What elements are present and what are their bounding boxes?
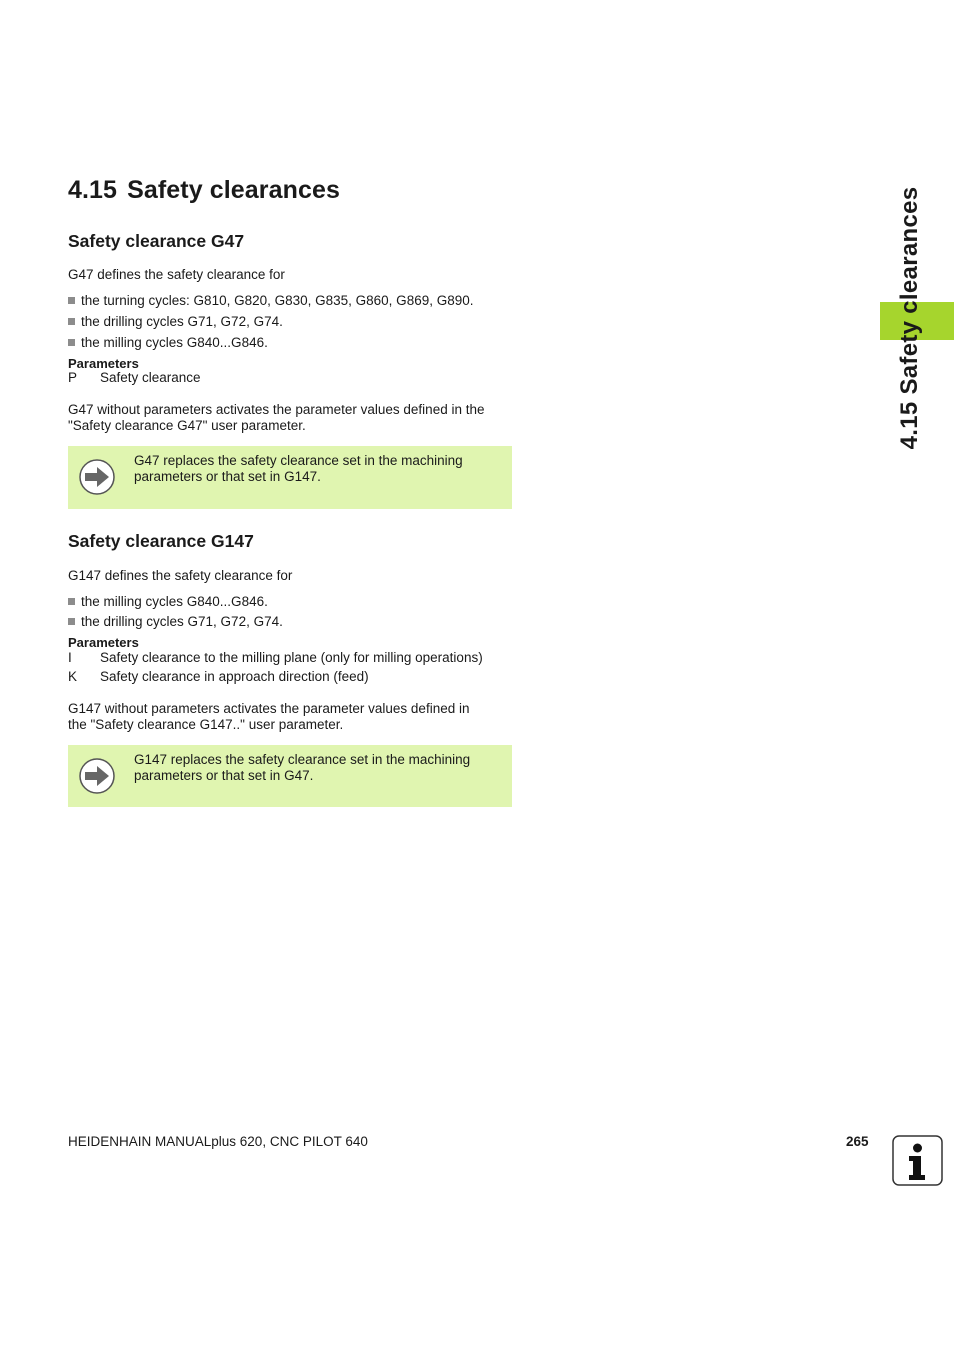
parameter-key: I [68, 650, 72, 665]
parameters-label: Parameters [68, 356, 139, 371]
parameters-label: Parameters [68, 635, 139, 650]
paragraph-line: G147 without parameters activates the parameter values defined in [68, 701, 470, 716]
note-box [68, 446, 512, 509]
arrow-right-icon [78, 458, 116, 496]
info-icon [892, 1135, 943, 1186]
bullet-item: the turning cycles: G810, G820, G830, G835, G860, G869, G890. [68, 293, 474, 309]
section-number: 4.15 [68, 176, 118, 204]
parameter-desc: Safety clearance to the milling plane (only for milling operations) [100, 650, 483, 665]
subheading-g47: Safety clearance G47 [68, 231, 245, 251]
footer-manual-title: HEIDENHAIN MANUALplus 620, CNC PILOT 640 [68, 1134, 368, 1149]
paragraph-line: G47 without parameters activates the parameter values defined in the [68, 402, 485, 417]
bullet-item: the milling cycles G840...G846. [68, 335, 268, 351]
bullet-square-icon [68, 598, 75, 605]
parameter-key: P [68, 370, 78, 385]
bullet-square-icon [68, 339, 75, 346]
parameter-key: K [68, 669, 78, 684]
paragraph-line: the "Safety clearance G147.." user parameter. [68, 717, 344, 732]
paragraph-line: "Safety clearance G47" user parameter. [68, 418, 306, 433]
bullet-square-icon [68, 618, 75, 625]
arrow-right-icon [78, 757, 116, 795]
subheading-g147: Safety clearance G147 [68, 531, 254, 551]
bullet-item: the milling cycles G840...G846. [68, 594, 268, 610]
intro-g47: G47 defines the safety clearance for [68, 267, 285, 282]
page-title [68, 176, 340, 205]
page-number: 265 [846, 1134, 869, 1149]
bullet-square-icon [68, 297, 75, 304]
note-box [68, 745, 512, 807]
note-text: G47 replaces the safety clearance set in the machining parameters or that set in G147. [134, 453, 463, 484]
parameter-desc: Safety clearance [100, 370, 201, 385]
bullet-item: the drilling cycles G71, G72, G74. [68, 614, 283, 630]
bullet-square-icon [68, 318, 75, 325]
section-title-text: Safety clearances [127, 176, 341, 204]
parameter-desc: Safety clearance in approach direction (feed) [100, 669, 369, 684]
intro-g147: G147 defines the safety clearance for [68, 568, 293, 583]
bullet-item: the drilling cycles G71, G72, G74. [68, 314, 283, 330]
note-text: G147 replaces the safety clearance set in the machining parameters or that set in G47. [134, 752, 471, 783]
